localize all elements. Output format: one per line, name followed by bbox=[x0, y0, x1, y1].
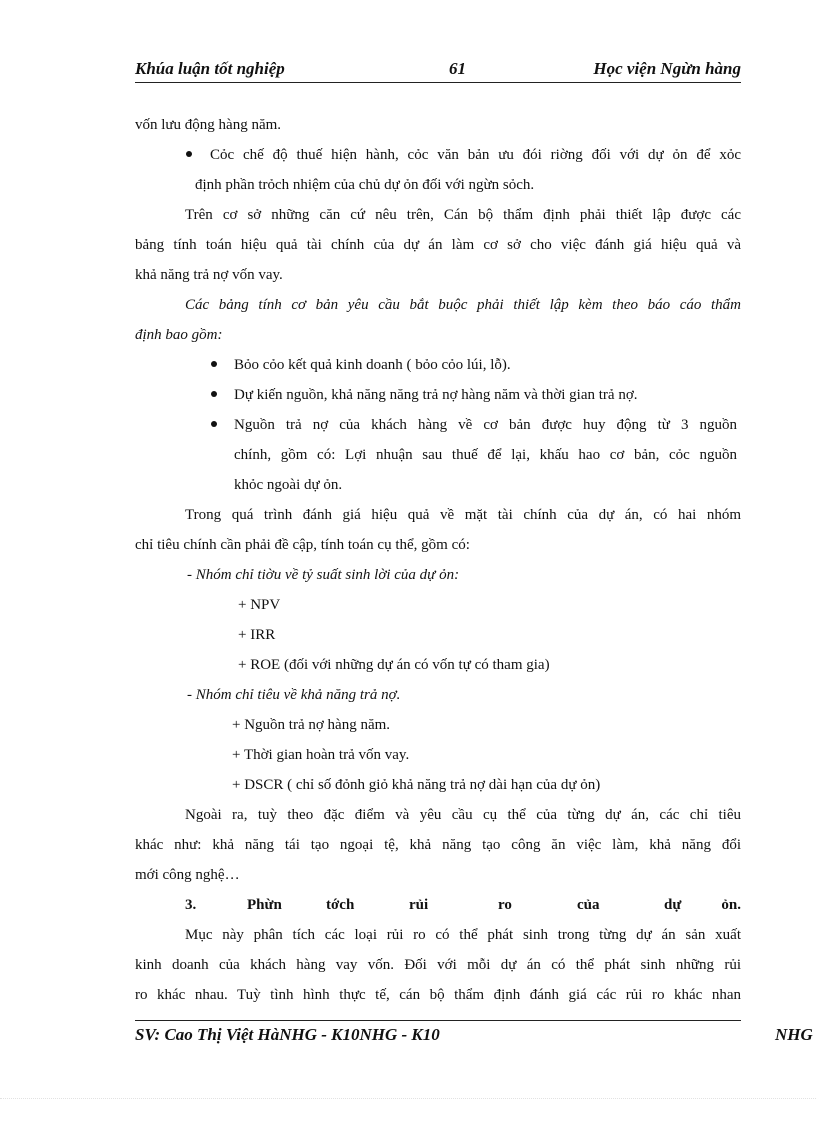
heading-word: của bbox=[577, 897, 600, 913]
header-thesis-title: Khúa luận tốt nghiệp bbox=[135, 59, 285, 78]
text-line: khả năng trả nợ vốn vay. bbox=[135, 267, 283, 283]
heading-word: ro bbox=[498, 897, 512, 913]
text-line: chỉ tiêu chính cần phải đề cập, tính toán cụ thể, gồm có: bbox=[135, 537, 470, 553]
bullet-line: Nguồn trả nợ của khách hàng về cơ bản được huy động từ 3 nguồn bbox=[234, 417, 737, 433]
italic-paragraph-line: Các bảng tính cơ bản yêu cầu bắt buộc phải thiết lập kèm theo báo cáo thẩm bbox=[185, 297, 741, 313]
list-item: + NPV bbox=[238, 597, 281, 613]
paragraph-first-line: Ngoài ra, tuỳ theo đặc điểm và yêu cầu cụ thể của từng dự án, các chỉ tiêu bbox=[185, 807, 741, 823]
bullet-line: Dự kiến nguồn, khả năng năng trả nợ hàng năm và thời gian trả nợ. bbox=[234, 387, 638, 403]
bullet-line: khỏc ngoài dự ỏn. bbox=[234, 477, 343, 493]
text-line: mới công nghệ… bbox=[135, 867, 240, 883]
bullet-icon bbox=[211, 361, 217, 367]
heading-word: dự bbox=[664, 897, 682, 913]
bullet-icon bbox=[211, 391, 217, 397]
bullet-icon bbox=[186, 151, 192, 157]
bullet-line: Cỏc chế độ thuế hiện hành, cỏc văn bản ưu đói riờng đối với dự ỏn để xỏc bbox=[210, 147, 741, 163]
paragraph-first-line: Trong quá trình đánh giá hiệu quả về mặt tài chính của dự án, có hai nhóm bbox=[185, 507, 741, 523]
text-line: định phần trỏch nhiệm của chủ dự ỏn đối với ngừn sỏch. bbox=[195, 177, 535, 193]
paragraph-first-line: Mục này phân tích các loại rủi ro có thể phát sinh trong từng dự án sản xuất bbox=[185, 927, 741, 943]
heading-word: tớch bbox=[326, 897, 355, 913]
bullet-line: Bỏo cỏo kết quả kinh doanh ( bỏo cỏo lúi, lỗ). bbox=[234, 357, 511, 373]
text-line: vốn lưu động hàng năm. bbox=[135, 117, 282, 133]
footer-student: SV: Cao Thị Việt HàNHG - K10NHG - K10 bbox=[135, 1025, 440, 1044]
list-item: + Thời gian hoàn trả vốn vay. bbox=[232, 747, 410, 763]
header-institution: Học viện Ngừn hàng bbox=[593, 59, 741, 78]
list-item: + ROE (đối với những dự án có vốn tự có tham gia) bbox=[238, 657, 550, 673]
text-line: ro khác nhau. Tuỳ tình hình thực tế, cán bộ thẩm định đánh giá các rủi ro khác nhan bbox=[135, 987, 741, 1003]
list-item: + IRR bbox=[238, 627, 276, 643]
heading-word: 3. bbox=[185, 897, 197, 913]
text-line: bảng tính toán hiệu quả tài chính của dự án làm cơ sở cho việc đánh giá hiệu quả và bbox=[135, 237, 741, 253]
list-item: + DSCR ( chỉ số đỏnh giỏ khả năng trả nợ dài hạn của dự ỏn) bbox=[232, 777, 601, 793]
text-line: khác như: khả năng tái tạo ngoại tệ, khả năng tạo công ăn việc làm, khả năng đổi bbox=[135, 837, 741, 853]
group-heading: - Nhóm chỉ tiêu về khả năng trả nợ. bbox=[187, 687, 401, 703]
list-item: + Nguồn trả nợ hàng năm. bbox=[232, 717, 391, 733]
italic-paragraph-line: định bao gồm: bbox=[135, 327, 223, 343]
bullet-icon bbox=[211, 421, 217, 427]
heading-word: rủi bbox=[409, 897, 429, 913]
footer-class-code: NHG bbox=[775, 1025, 813, 1044]
heading-word: Phừn bbox=[247, 897, 282, 913]
group-heading: - Nhóm chỉ tiờu về tỷ suất sinh lời của dự ỏn: bbox=[187, 567, 460, 583]
bullet-line: chính, gồm có: Lợi nhuận sau thuế để lại, khấu hao cơ bản, cỏc nguồn bbox=[234, 447, 737, 463]
heading-word: ỏn. bbox=[721, 897, 741, 913]
text-line: kinh doanh của khách hàng vay vốn. Đối với mỗi dự án có thể phát sinh những rủi bbox=[135, 957, 741, 973]
footer-divider bbox=[135, 1020, 741, 1021]
page-bottom-divider bbox=[0, 1098, 816, 1099]
page-header bbox=[135, 56, 741, 83]
header-page-number: 61 bbox=[449, 59, 466, 78]
paragraph-first-line: Trên cơ sở những căn cứ nêu trên, Cán bộ thẩm định phải thiết lập được các bbox=[185, 207, 741, 223]
